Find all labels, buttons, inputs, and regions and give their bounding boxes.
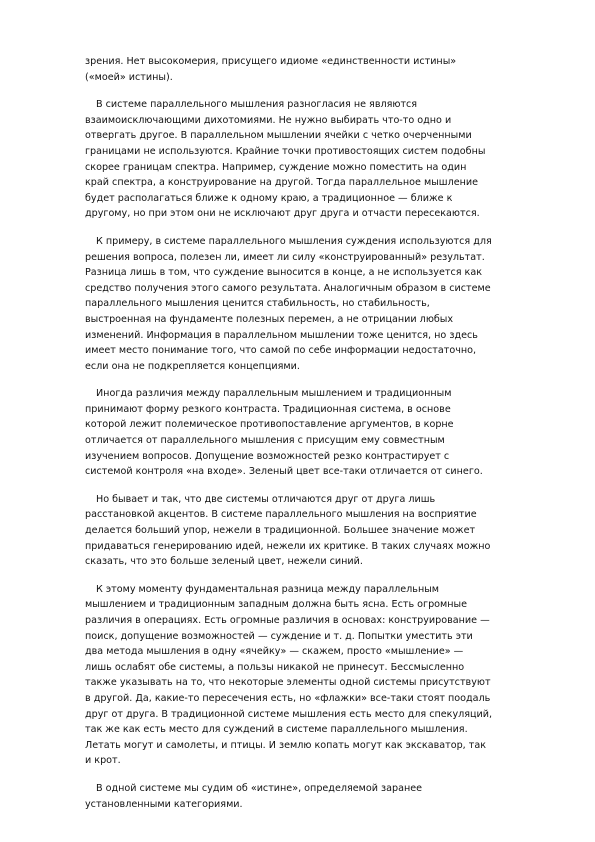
- text-line: сказать, что это больше зеленый цвет, нежели синий.: [85, 556, 363, 568]
- text-line: («моей» истины).: [85, 71, 173, 83]
- text-line: Иногда различия между параллельным мышлением и традиционным: [96, 388, 452, 400]
- text-line: границами не используются. Крайние точки противостоящих систем подобны: [85, 145, 486, 157]
- document-body: [85, 54, 525, 824]
- text-line: имеет место понимание того, что самой по себе информации недостаточно,: [85, 345, 477, 357]
- text-line: К примеру, в системе параллельного мышления суждения используются для: [96, 235, 492, 247]
- text-line: решения вопроса, полезен ли, имеет ли силу «конструированный» результат.: [85, 251, 485, 263]
- text-line: средство получения этого самого результата. Аналогичным образом в системе: [85, 282, 491, 294]
- text-line: зрения. Нет высокомерия, присущего идиоме «единственности истины»: [85, 56, 457, 67]
- text-line: другому, но при этом они не исключают друг друга и отчасти пересекаются.: [85, 208, 480, 220]
- text-line: Но бывает и так, что две системы отличаются друг от друга лишь: [96, 493, 436, 505]
- text-line: мышлением и традиционным западным должна быть ясна. Есть огромные: [85, 599, 468, 611]
- paragraph-6: [85, 582, 525, 769]
- text-line: так же как есть место для суждений в системе параллельного мышления.: [85, 724, 468, 736]
- text-line: поиск, допущение возможностей — суждение и т. д. Попытки уместить эти: [85, 630, 473, 642]
- text-line: также указывать на то, что некоторые элементы одной системы присутствуют: [85, 677, 491, 689]
- text-line: которой лежит полемическое противопоставление аргументов, в корне: [85, 419, 454, 431]
- text-line: скорее границам спектра. Например, суждение можно поместить на один: [85, 161, 467, 173]
- paragraph-2: [85, 97, 525, 222]
- text-line: изучением вопросов. Допущение возможностей резко контрастирует с: [85, 450, 450, 462]
- text-line: край спектра, а конструирование на другой. Тогда параллельное мышление: [85, 177, 479, 189]
- text-line: параллельного мышления ценится стабильность, но стабильность,: [85, 298, 430, 310]
- text-line: установленными категориями.: [85, 798, 243, 810]
- text-line: принимают форму резкого контраста. Традиционная система, в основе: [85, 403, 451, 415]
- text-line: Летать могут и самолеты, и птицы. И землю копать могут как экскаватор, так: [85, 739, 487, 751]
- paragraph-4: [85, 386, 525, 480]
- text-line: два метода мышления в одну «ячейку» — скажем, просто «мышление» —: [85, 646, 464, 658]
- text-line: выстроенная на фундаменте полезных перемен, а не отрицании любых: [85, 313, 454, 325]
- text-line: лишь ослабят обе системы, а пользы никакой не принесут. Бессмысленно: [85, 661, 465, 673]
- paragraph-5: [85, 492, 525, 570]
- text-line: будет располагаться ближе к одному краю, а традиционное — ближе к: [85, 192, 453, 204]
- text-line: В системе параллельного мышления разногласия не являются: [96, 99, 418, 111]
- text-line: расстановкой акцентов. В системе параллельного мышления на восприятие: [85, 509, 477, 521]
- text-line: В одной системе мы судим об «истине», определяемой заранее: [96, 782, 423, 794]
- paragraph-1: [85, 54, 525, 85]
- text-line: взаимоисключающими дихотомиями. Не нужно выбирать что-то одно и: [85, 114, 452, 126]
- text-line: Разница лишь в том, что суждение выносится в конце, а не используется как: [85, 267, 483, 279]
- text-line: придаваться генерированию идей, нежели их критике. В таких случаях можно: [85, 540, 491, 552]
- text-line: если она не подкрепляется концепциями.: [85, 360, 300, 372]
- paragraph-7: [85, 781, 525, 812]
- text-line: отвергать другое. В параллельном мышлении ячейки с четко очерченными: [85, 130, 472, 142]
- paragraph-3: [85, 234, 525, 374]
- text-line: друг от друга. В традиционной системе мышления есть место для спекуляций,: [85, 708, 493, 720]
- text-line: в другой. Да, какие-то пересечения есть, но «флажки» все-таки стоят поодаль: [85, 692, 491, 704]
- text-line: делается больший упор, нежели в традиционной. Большее значение может: [85, 525, 476, 537]
- text-line: системой контроля «на входе». Зеленый цвет все-таки отличается от синего.: [85, 466, 483, 478]
- text-line: изменений. Информация в параллельном мышлении тоже ценится, но здесь: [85, 329, 478, 341]
- text-line: различия в операциях. Есть огромные различия в основах: конструирование —: [85, 615, 490, 626]
- text-line: и крот.: [85, 755, 121, 767]
- text-line: отличается от параллельного мышления с присущим ему совместным: [85, 435, 445, 447]
- text-line: К этому моменту фундаментальная разница между параллельным: [96, 583, 440, 595]
